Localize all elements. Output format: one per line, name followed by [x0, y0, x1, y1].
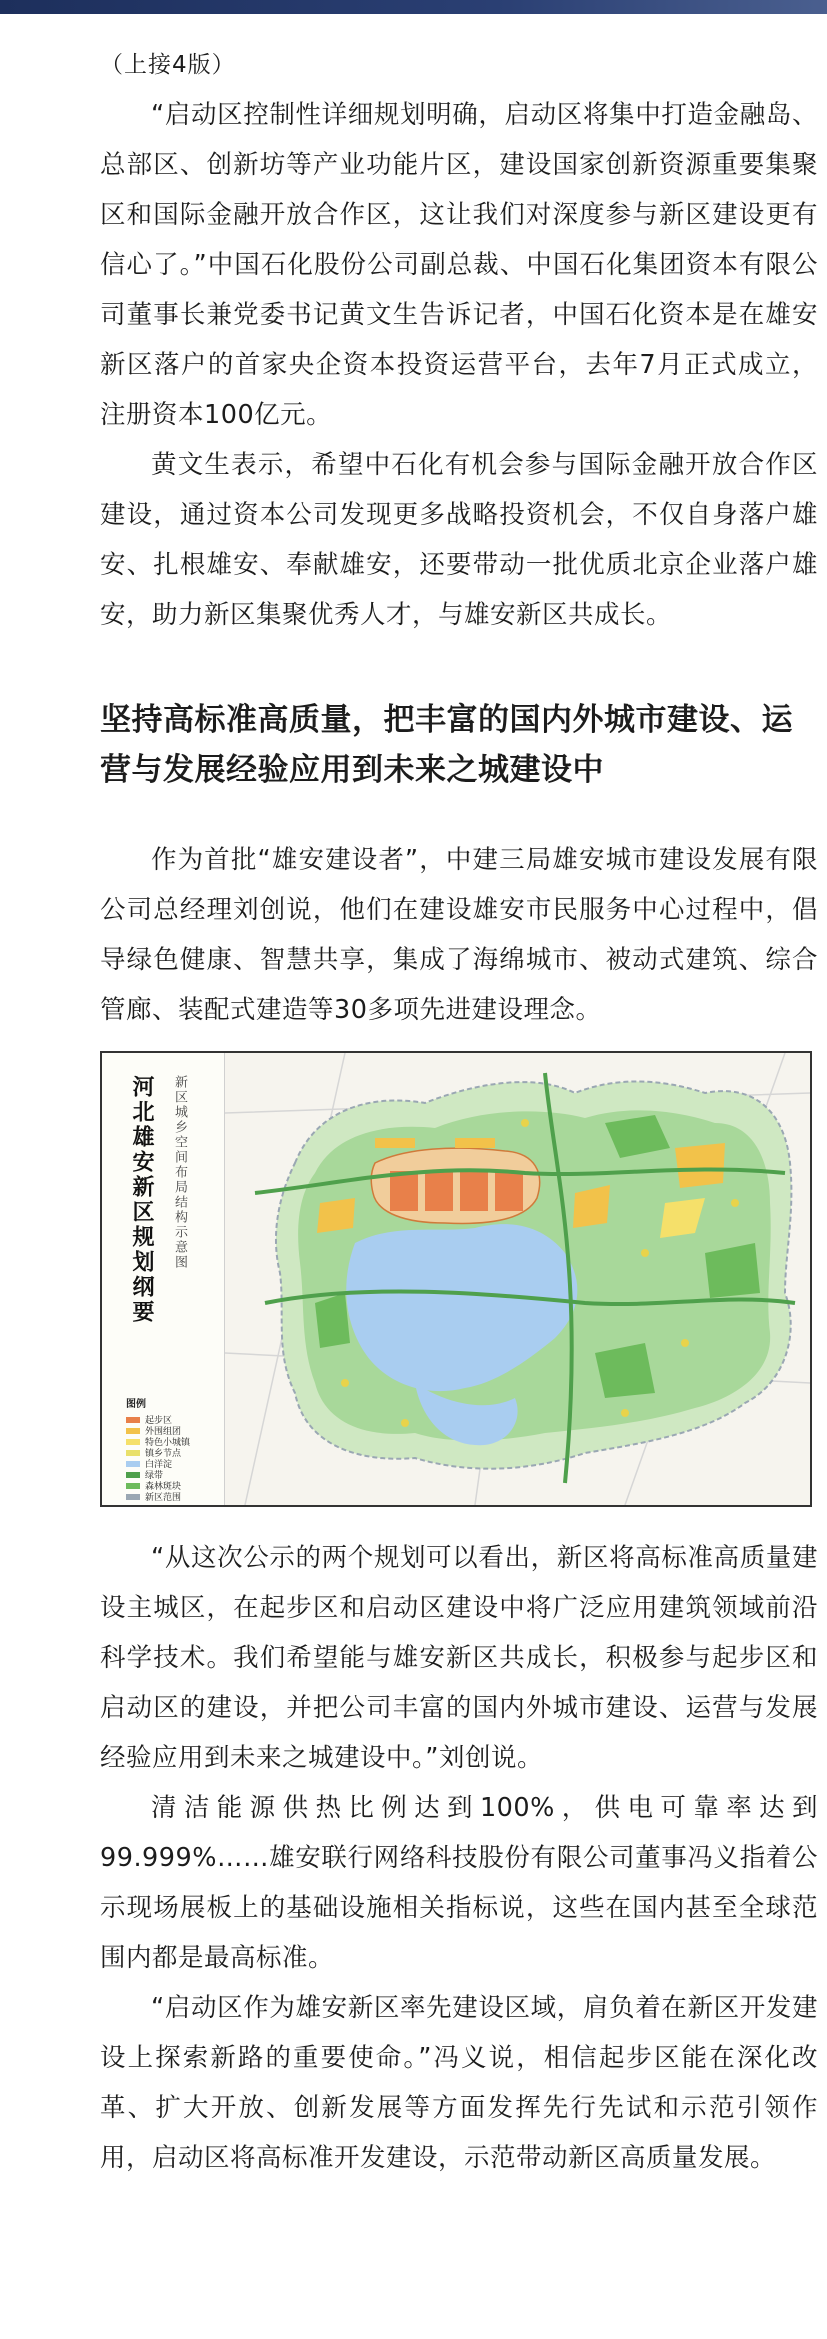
- legend-item: [126, 1491, 190, 1502]
- paragraph: 黄文生表示，希望中石化有机会参与国际金融开放合作区建设，通过资本公司发现更多战略投资机会，不仅自身落户雄安、扎根雄安、奉献雄安，还要带动一批优质北京企业落户雄安，助力新区集聚优秀人才，与雄安新区共成长。: [100, 450, 818, 630]
- paragraph: “启动区控制性详细规划明确，启动区将集中打造金融岛、总部区、创新坊等产业功能片区，建设国家创新资源重要集聚区和国际金融开放合作区，这让我们对深度参与新区建设更有信心了。”中国石化股份公司副总裁、中国石化集团资本有限公司董事长兼党委书记黄文生告诉记者，中国石化资本是在雄安新区落户的首家央企资本投资运营平台，去年7月正式成立，注册资本100亿元。: [100, 100, 818, 430]
- legend-swatch: [126, 1461, 140, 1467]
- paragraph: “启动区作为雄安新区率先建设区域，肩负着在新区开发建设上探索新路的重要使命。”冯义说，相信起步区能在深化改革、扩大开放、创新发展等方面发挥先行先试和示范引领作用，启动区将高标准开发建设，示范带动新区高质量发展。: [100, 1993, 818, 2173]
- planning-map-figure: [100, 1051, 812, 1507]
- legend-swatch: [126, 1483, 140, 1489]
- paragraph: 清洁能源供热比例达到100%，供电可靠率达到99.999%……雄安联行网络科技股份有限公司董事冯义指着公示现场展板上的基础设施相关指标说，这些在国内甚至全球范围内都是最高标准。: [100, 1793, 818, 1973]
- legend-label: 绿带: [145, 1471, 164, 1481]
- map-title: 河北雄安新区规划纲要: [129, 1075, 154, 1325]
- legend-swatch: [126, 1472, 140, 1478]
- map-subtitle: 新区城乡空间布局结构示意图: [172, 1075, 187, 1270]
- map-side-panel: [102, 1053, 225, 1505]
- legend-label: 新区范围: [145, 1493, 182, 1503]
- legend-swatch: [126, 1417, 140, 1423]
- paragraph: “从这次公示的两个规划可以看出，新区将高标准高质量建设主城区，在起步区和启动区建设中将广泛应用建筑领域前沿科学技术。我们希望能与雄安新区共成长，积极参与起步区和启动区的建设，并把公司丰富的国内外城市建设、运营与发展经验应用到未来之城建设中。”刘创说。: [100, 1543, 818, 1773]
- section-heading: 坚持高标准高质量，把丰富的国内外城市建设、运营与发展经验应用到未来之城建设中: [100, 702, 793, 788]
- continued-from-label: （上接4版）: [100, 52, 236, 78]
- paragraph: 作为首批“雄安建设者”，中建三局雄安城市建设发展有限公司总经理刘创说，他们在建设雄安市民服务中心过程中，倡导绿色健康、智慧共享，集成了海绵城市、被动式建筑、综合管廊、装配式建造等30多项先进建设理念。: [100, 845, 818, 1025]
- article-body: [100, 38, 818, 2183]
- legend-label: 起步区: [145, 1416, 173, 1426]
- top-banner-bar: [0, 0, 827, 14]
- legend-swatch: [126, 1494, 140, 1500]
- legend-label: 白洋淀: [145, 1460, 173, 1470]
- planning-map-image: [225, 1053, 810, 1505]
- legend-swatch: [126, 1439, 140, 1445]
- map-legend: [126, 1395, 190, 1502]
- legend-label: 镇乡节点: [145, 1449, 182, 1459]
- legend-swatch: [126, 1428, 140, 1434]
- legend-title: 图例: [126, 1399, 146, 1410]
- legend-label: 特色小城镇: [145, 1438, 191, 1448]
- legend-label: 外围组团: [145, 1427, 182, 1437]
- legend-swatch: [126, 1450, 140, 1456]
- legend-label: 森林斑块: [145, 1482, 182, 1492]
